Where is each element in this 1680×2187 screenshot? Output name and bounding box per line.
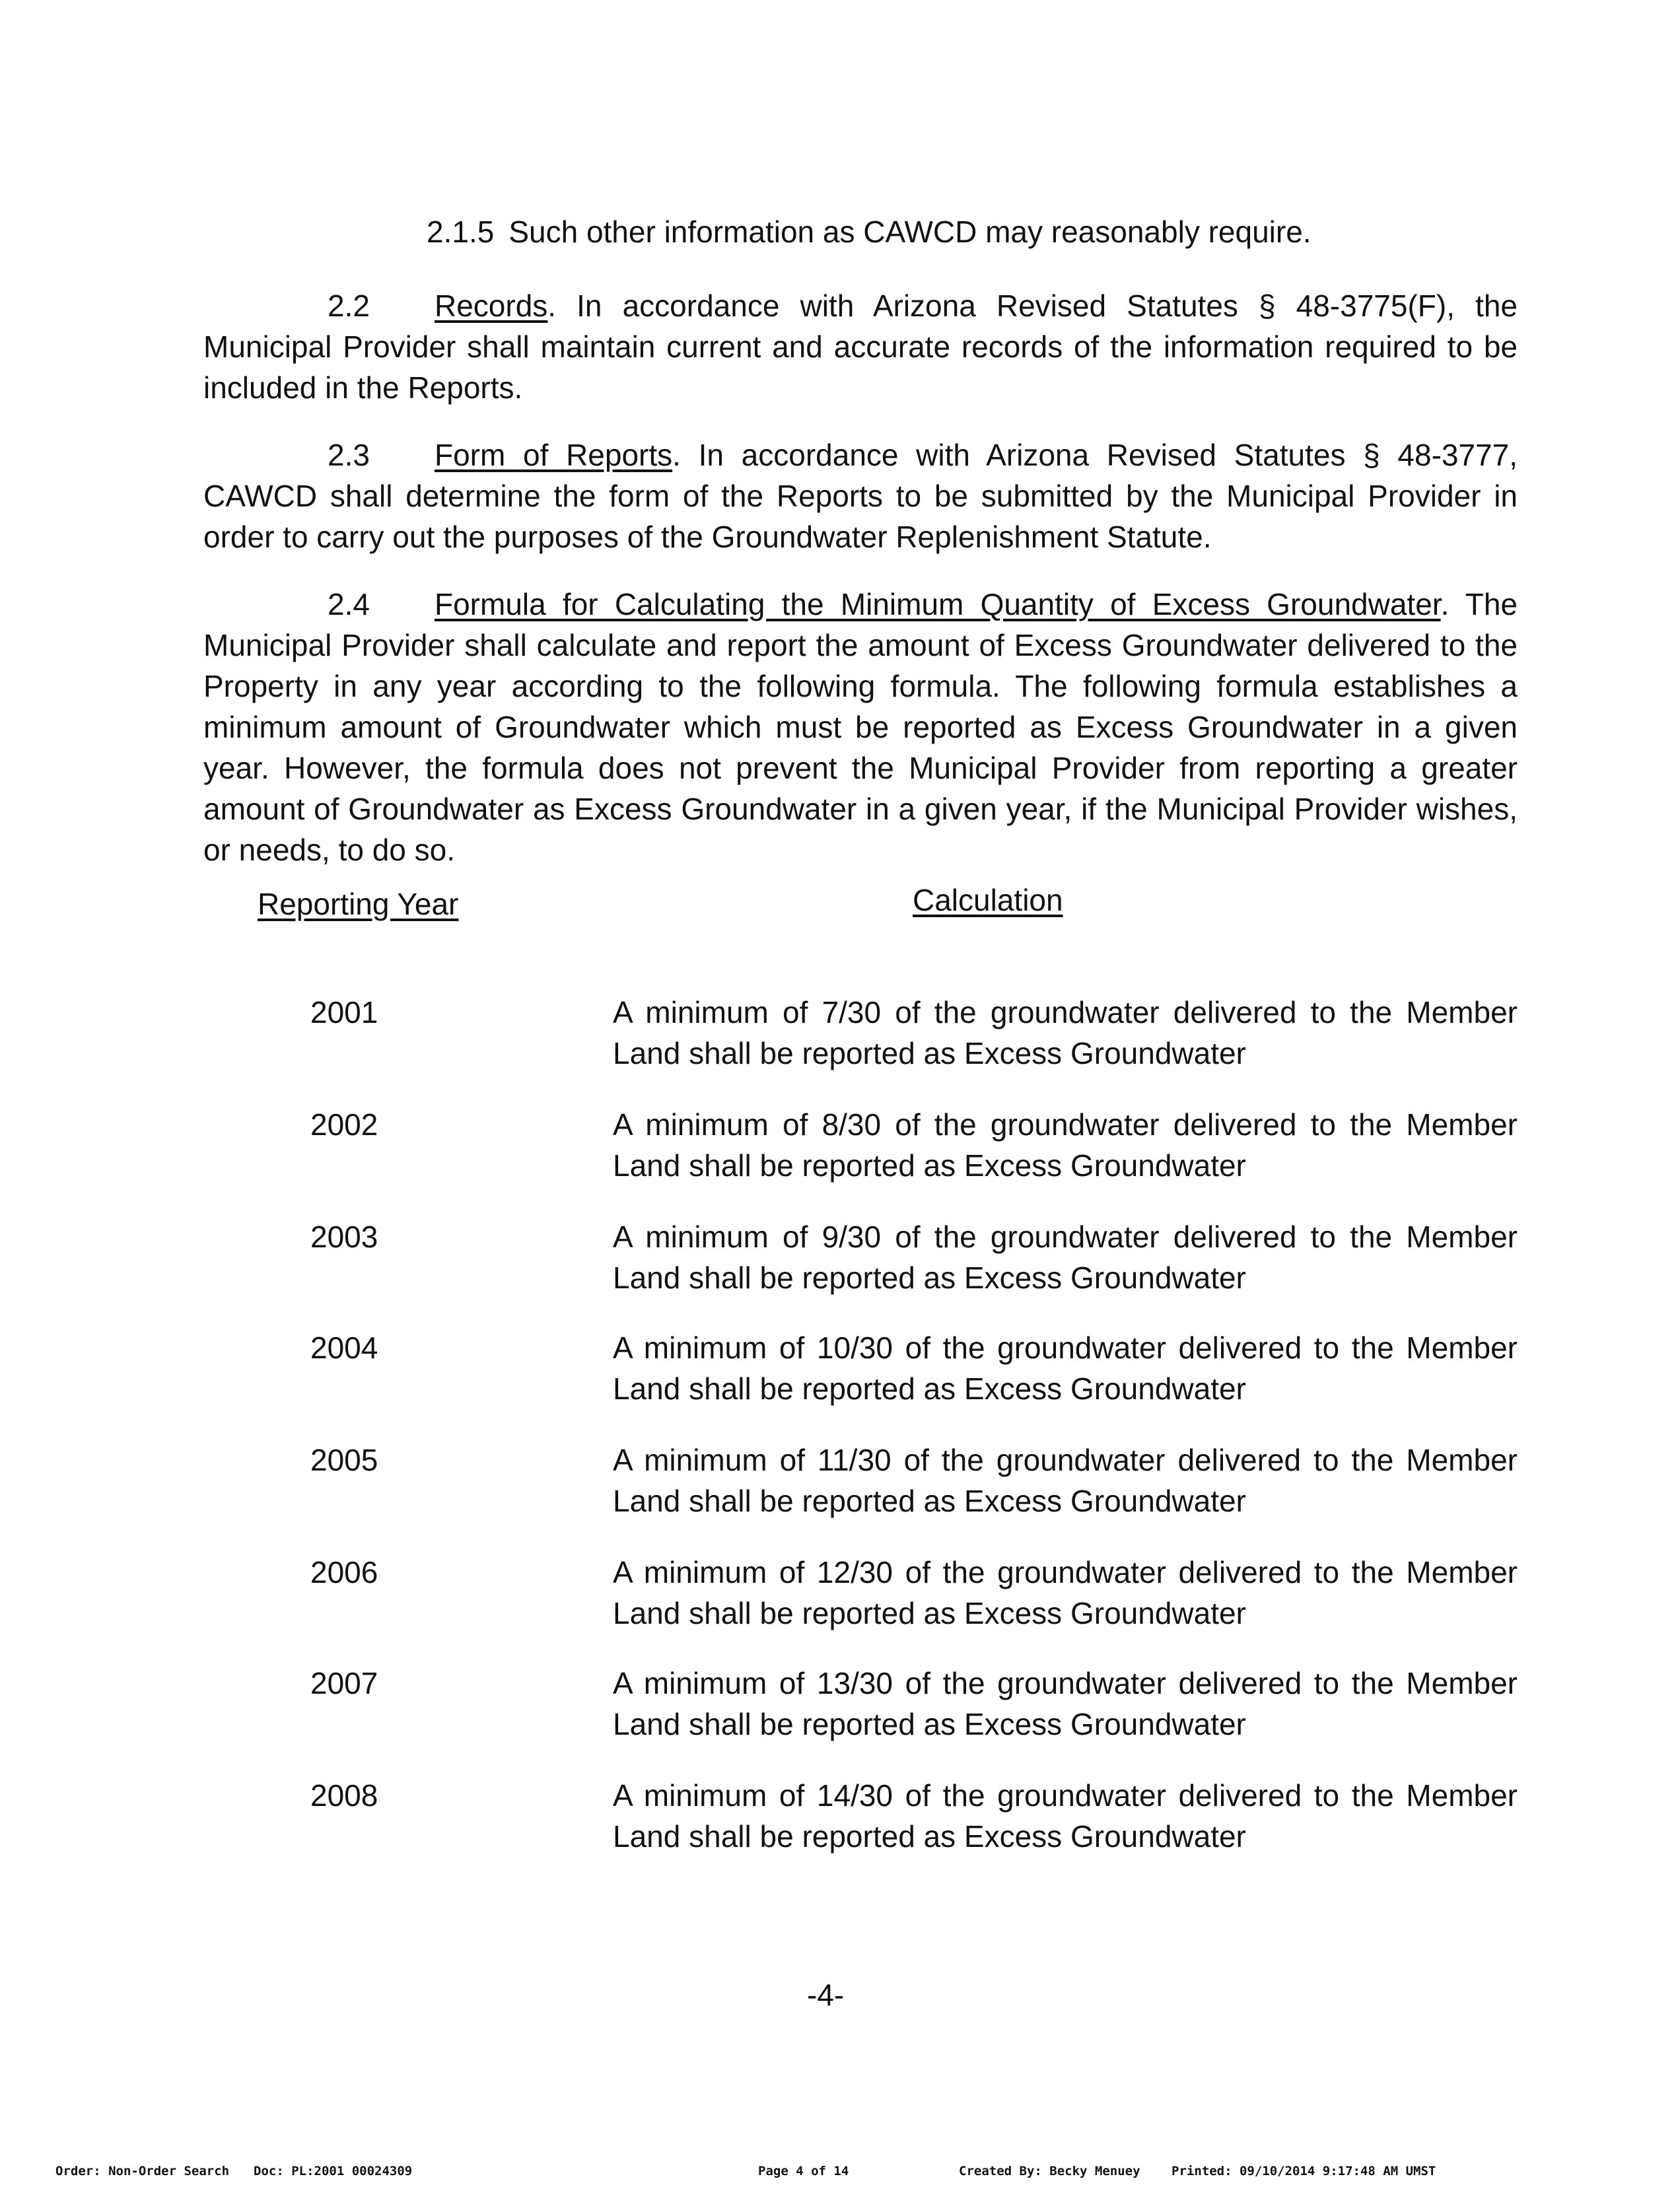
row-year: 2006 bbox=[310, 1555, 378, 1589]
row-calculation: A minimum of 10/30 of the groundwater delivered to the Member Land shall be reported as Excess Groundwater bbox=[613, 1331, 1518, 1406]
row-calculation: A minimum of 11/30 of the groundwater delivered to the Member Land shall be reported as Excess Groundwater bbox=[613, 1443, 1518, 1518]
table-row bbox=[0, 1327, 1680, 1413]
table-row bbox=[0, 1775, 1680, 1861]
row-year: 2005 bbox=[310, 1443, 378, 1477]
row-calculation: A minimum of 9/30 of the groundwater delivered to the Member Land shall be reported as Excess Groundwater bbox=[613, 1220, 1518, 1295]
footer-doc: Doc: PL:2001 00024309 bbox=[254, 2164, 413, 2178]
footer-printed: Printed: 09/10/2014 9:17:48 AM UMST bbox=[1172, 2164, 1436, 2178]
section-number: 2.3 bbox=[328, 438, 370, 472]
row-year: 2007 bbox=[310, 1666, 378, 1700]
section-text: . The Municipal Provider shall calculate and report the amount of Excess Groundwater delivered to the Property in any year according to the following formula. The following formula establishes a minimum amount of Groundwater which must be reported as Excess Groundwater in a given year. However, the formula does not prevent the Municipal Provider from reporting a greater amount of Groundwater as Excess Groundwater in a given year, if the Municipal Provider wishes, or needs, to do so. bbox=[203, 587, 1518, 867]
table-row bbox=[0, 1440, 1680, 1525]
row-calculation: A minimum of 8/30 of the groundwater delivered to the Member Land shall be reported as Excess Groundwater bbox=[613, 1107, 1518, 1183]
section-2-4 bbox=[203, 584, 1518, 870]
section-heading: Formula for Calculating the Minimum Quantity of Excess Groundwater bbox=[435, 587, 1441, 621]
section-number: 2.2 bbox=[328, 289, 370, 323]
row-calculation: A minimum of 12/30 of the groundwater delivered to the Member Land shall be reported as Excess Groundwater bbox=[613, 1555, 1518, 1630]
section-text: . In accordance with Arizona Revised Statutes § 48-3775(F), the Municipal Provider shall maintain current and accurate records of the information required to be included in the Reports. bbox=[203, 289, 1518, 405]
table-row bbox=[0, 1104, 1680, 1190]
footer-created-by: Created By: Becky Menuey bbox=[959, 2164, 1140, 2178]
row-year: 2001 bbox=[310, 995, 378, 1029]
row-year: 2002 bbox=[310, 1107, 378, 1142]
section-2-2 bbox=[203, 285, 1518, 408]
table-row bbox=[0, 1552, 1680, 1638]
table-row bbox=[0, 992, 1680, 1078]
section-number: 2.1.5 bbox=[427, 215, 495, 249]
section-number: 2.4 bbox=[328, 587, 370, 621]
row-year: 2008 bbox=[310, 1778, 378, 1813]
page-number: -4- bbox=[807, 1978, 845, 2012]
section-text: . In accordance with Arizona Revised Statutes § 48-3777, CAWCD shall determine the form of the Reports to be submitted by the Municipal Provider in order to carry out the purposes of the Groundwater Replenishment Statute. bbox=[203, 438, 1518, 554]
header-calculation: Calculation bbox=[913, 883, 1063, 917]
section-2-3 bbox=[203, 434, 1518, 557]
section-heading: Form of Reports bbox=[435, 438, 673, 472]
table-row bbox=[0, 1216, 1680, 1302]
table-row bbox=[0, 1663, 1680, 1749]
footer-page: Page 4 of 14 bbox=[758, 2164, 849, 2178]
row-calculation: A minimum of 7/30 of the groundwater delivered to the Member Land shall be reported as Excess Groundwater bbox=[613, 995, 1518, 1070]
row-year: 2003 bbox=[310, 1220, 378, 1254]
row-year: 2004 bbox=[310, 1331, 378, 1365]
row-calculation: A minimum of 14/30 of the groundwater delivered to the Member Land shall be reported as Excess Groundwater bbox=[613, 1778, 1518, 1854]
footer-order: Order: Non-Order Search bbox=[55, 2164, 230, 2178]
section-text: Such other information as CAWCD may reasonably require. bbox=[508, 215, 1312, 249]
header-reporting-year: Reporting Year bbox=[258, 887, 459, 921]
section-2-1-5 bbox=[427, 211, 1680, 252]
section-heading: Records bbox=[435, 289, 548, 323]
row-calculation: A minimum of 13/30 of the groundwater delivered to the Member Land shall be reported as Excess Groundwater bbox=[613, 1666, 1518, 1741]
